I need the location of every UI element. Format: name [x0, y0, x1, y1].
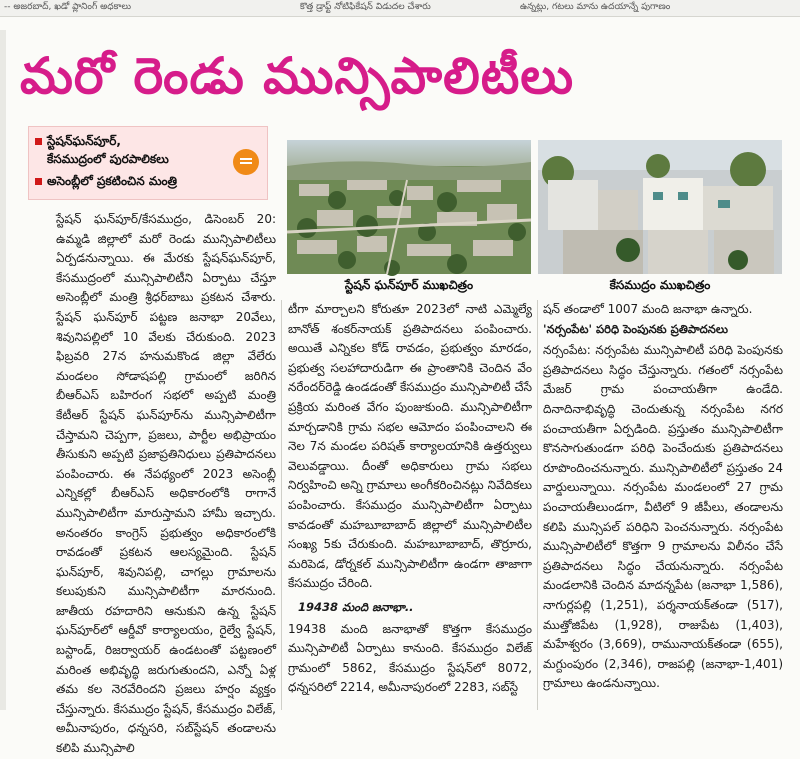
column1-text: స్టేషన్ ఘన్‌పూర్/కేసముద్రం, డిసెంబర్ 20: ఉమ్మడి జిల్లాలో మరో రెండు మున్సిపాలిటీలు ఏర్పడనున్నాయి. ఈ మేరకు స్టేషన్‌ఘన్‌పూర్, కేసముద్రంలో మున్సిపాలిటీని ఏర్పాటు చేస్తూ అసెంబ్లీలో మంత్రి శ్రీధర్‌బాబు ప్రకటన చేశారు. స్టేషన్ ఘన్‌పూర్ పట్టణ జనాభా 20వేలు, శివునిపల్లిలో 10 వేలకు చేరుకుంది. 2023 ఫిబ్రవరి 27న హనుమకొండ జిల్లా వేలేరు మండలం సోడాషపల్లి గ్రామంలో జరిగిన బీఆర్‌ఎస్ బహిరంగ సభలో అప్పటి మంత్రి కేటీఆర్ స్టేషన్ ఘన్‌పూర్‌ను మున్సిపాలిటీగా చేస్తామని చెప్పగా, ప్రజలు, పార్టీల అభిప్రాయం తీసుకుని అప్పటి ప్రజాప్రతినిధులు ప్రతిపాదనలు పంపించారు. ఈ నేపథ్యంలో 2023 అసెంబ్లీ ఎన్నికల్లో బీఆర్‌ఎస్ అధికారంలోకి రాగానే మున్సిపాలిటీగా మారుస్తామని హామీ ఇచ్చారు. అనంతరం కాంగ్రెస్ ప్రభుత్వం అధికారంలోకి రావడంతో ప్రకటన ఆలస్యమైంది. స్టేషన్ ఘన్‌పూర్, శివునిపల్లి, చాగల్లు గ్రామాలను కలుపుకుని మున్సిపాలిటీగా మారనుంది. జాతీయ రహదారిని ఆనుకుని ఉన్న స్టేషన్ ఘన్‌పూర్‌లో ఆర్డీవో కార్యాలయం, రైల్వే స్టేషన్, బస్టాండ్, రిజర్వాయర్ ఉండటంతో పట్టణంలో మరింత అభివృద్ధి జరుగుతుందని, ఎన్నో ఏళ్ల తమ కల నెరవేరిందని ప్రజలు హర్షం వ్యక్తం చేస్తున్నారు. కేసముద్రం స్టేషన్, కేసముద్రం విలేజ్, అమీనాపురం, ధన్నసరి, సబ్‌స్టేషన్ తండాలను కలిపి మున్సిపాలి: [56, 212, 276, 756]
column2-subhead: 19438 మంది జనాభా..: [298, 599, 414, 614]
subhead-2: కేసముద్రంలో పురపాలికలు: [47, 152, 169, 166]
aerial-town-image: [287, 140, 531, 274]
top-strip-left: -- అజరబాద్, ఖడో ప్లానింగ్ అధకాలు: [4, 2, 131, 12]
town-buildings-image: [538, 140, 782, 274]
subhead-1: స్టేషన్‌ఘన్‌పూర్,: [35, 133, 121, 149]
article-column-2: [288, 300, 532, 710]
column3-para1: షన్ తండాలో 1007 మంది జనాభా ఉన్నారు.: [543, 302, 753, 316]
caption-photo2: కేసముద్రం ముఖచిత్రం: [609, 278, 711, 292]
column3-subhead: 'నర్సంపేట' పరిధి పెంపునకు ప్రతిపాదనలు: [543, 321, 728, 336]
top-strip: [0, 0, 800, 17]
subhead-3: అసెంబ్లీలో ప్రకటించిన మంత్రి: [35, 173, 177, 189]
top-strip-mid: కొత్త డ్రాఫ్ట్ నోటిఫికేషన్ విడుదల చేశారు: [300, 2, 431, 12]
menu-lines-icon: [233, 149, 259, 175]
left-margin: [0, 30, 6, 710]
headline: మరో రెండు మున్సిపాలిటీలు: [20, 47, 575, 105]
bullet-icon: [35, 178, 42, 185]
photo-station-ghanpur: [287, 140, 531, 274]
article-column-1: [56, 210, 276, 756]
subheads-box: [28, 126, 268, 200]
caption-photo1: స్టేషన్ ఘన్‌పూర్ ముఖచిత్రం: [344, 278, 474, 292]
top-strip-right: ఉన్నట్లు, గటలు మాను ఉదయాన్నే పుగాణం: [520, 2, 671, 12]
article-column-3: [543, 300, 783, 710]
column2-para2: 19438 మంది జనాభాతో కొత్తగా కేసముద్రం మున్సిపాలిటీ ఏర్పాటు కానుంది. కేసముద్రం విలేజ్ గ్రామంలో 5862, కేసముద్రం స్టేషన్‌లో 8072, ధన్నసరిలో 2214, అమీనాపురంలో 2283, సబ్‌స్టే: [288, 621, 532, 695]
bullet-icon: [35, 138, 42, 145]
photo-kesamudram: [538, 140, 782, 274]
column2-para1: టీగా మార్చాలని కోరుతూ 2023లో నాటి ఎమ్మెల్యే బానోత్ శంకర్‌నాయక్ ప్రతిపాదనలు పంపించారు. అయితే ఎన్నికల కోడ్ రావడం, ప్రభుత్వం మారడం, ప్రభుత్వ సలహాదారుడిగా ఈ ప్రాంతానికి చెందిన వేం నరేందర్‌రెడ్డి ఉండడంతో కేసముద్రం మున్సిపాలిటీ చేసే ప్రక్రియ మరింత వేగం పుంజుకుంది. మున్సిపాలిటీగా మార్చడానికి గ్రామ సభల ఆమోదం పంపించాలని ఈ నెల 7న మండల పరిషత్ కార్యాలయానికి ఉత్తర్వులు వెలువడ్డాయి. దీంతో అధికారులు గ్రామ సభలు నిర్వహించి అన్ని గ్రామాలు అంగీకరించినట్లు నివేదికలు పంపించారు. కేసముద్రం మున్సిపాలిటీగా ఏర్పాటు కావడంతో మహబూబాబాద్ జిల్లాలో మున్సిపాలిటీల సంఖ్య 5కు చేరుకుంది. మహబూబాబాద్, తొర్రూరు, మరిపెడ, డోర్నకల్ మున్సిపాలిటీగా ఉండగా తాజాగా కేసముద్రం చేరింది.: [288, 302, 532, 591]
column3-para2: నర్సంపేట: నర్సంపేట మున్సిపాలిటీ పరిధి పెంపునకు ప్రతిపాదనలు సిద్ధం చేస్తున్నారు. గతంలో నర్సంపేట మేజర్ గ్రామ పంచాయతీగా ఉండేది. దినాదినాభివృద్ధి చెందుతున్న నర్సంపేట నగర పంచాయతీగా ఏర్పడింది. ప్రస్తుతం మున్సిపాలిటీగా కొనసాగుతుండగా పరిధి పెంచేందుకు ప్రతిపాదనలు రూపొందించనున్నారు. మున్సిపాలిటీలో ప్రస్తుతం 24 వార్డులున్నాయి. నర్సంపేట మండలంలో 27 గ్రామ పంచాయతీలుండగా, వీటిలో 9 జీపీలు, తండాలను కలిపి మున్సిపల్ పరిధిని పెంచనున్నారు. నర్సంపేట మున్సిపాలిటీలో కొత్తగా 9 గ్రామాలను విలీనం చేసే ప్రతిపాదనలు సిద్ధం చేయనున్నారు. నర్సంపేట మండలానికి చెందిన మాదన్నపేట (జనాభా 1,586), నాగుర్లపల్లి (1,251), పర్శనాయక్‌తండా (517), ముత్తోజిపేట (1,928), రాజుపేట (1,403), మహేశ్వరం (3,669), రామునాయక్‌తండా (655), మగ్దుంపురం (2,346), రాజపల్లి (జనాభా-1,401) గ్రామాలు ఉండనున్నాయి.: [543, 343, 783, 691]
